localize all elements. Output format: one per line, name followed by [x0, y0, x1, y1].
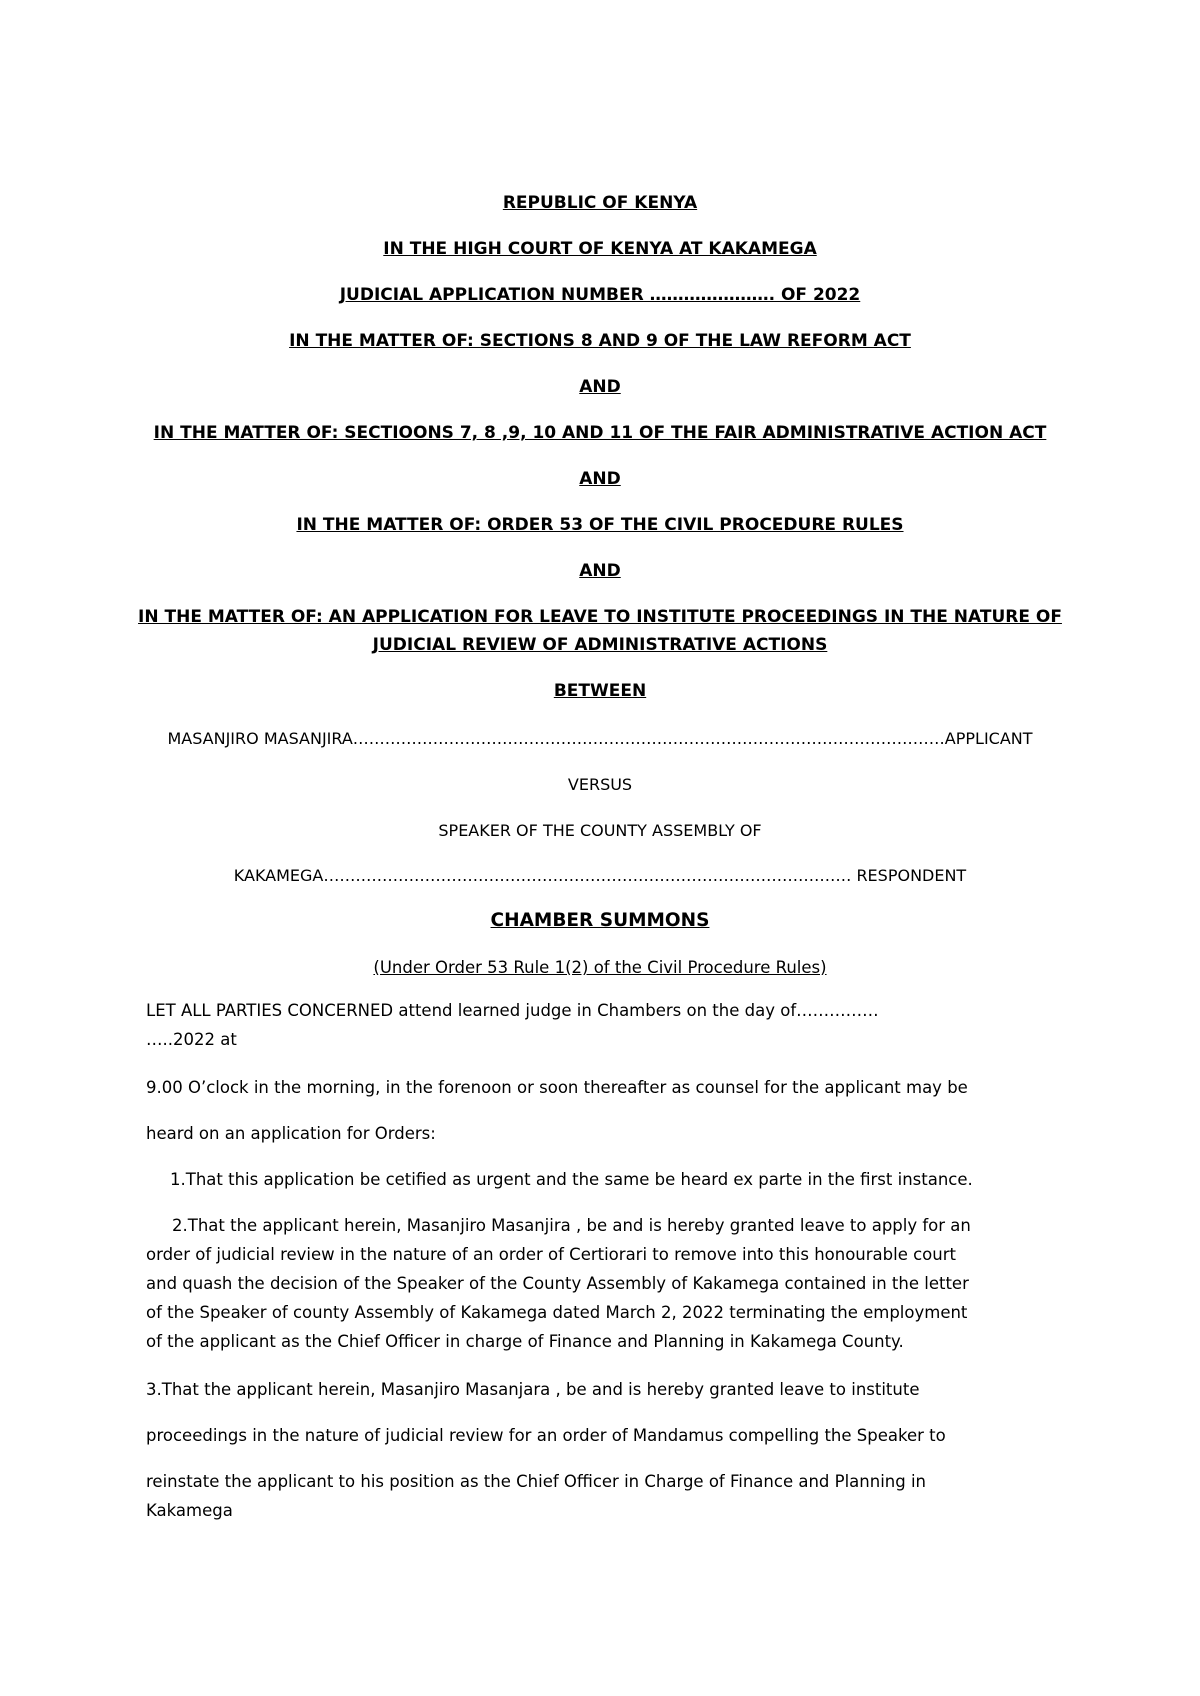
- intro-line3: 9.00 O’clock in the morning, in the forenoon or soon thereafter as counsel for the applicant may be: [146, 1078, 968, 1097]
- order-2-line1: 2.That the applicant herein, Masanjiro Masanjira , be and is hereby granted leave to apply for an: [172, 1216, 971, 1235]
- versus-line: VERSUS: [567, 775, 633, 794]
- order-2-line4: of the Speaker of county Assembly of Kakamega dated March 2, 2022 terminating the employment: [146, 1303, 968, 1322]
- order-3-line2: proceedings in the nature of judicial review for an order of Mandamus compelling the Speaker to: [146, 1426, 946, 1445]
- and-separator: AND: [579, 377, 621, 397]
- applicant-line: MASANJIRO MASANJIRA…………………………………………………………………………………………………APPLICANT: [167, 729, 1033, 748]
- chamber-summons-subtitle: (Under Order 53 Rule 1(2) of the Civil Procedure Rules): [373, 958, 827, 977]
- order-1: 1.That this application be cetified as urgent and the same be heard ex parte in the first instance.: [170, 1170, 973, 1189]
- order-2-line3: and quash the decision of the Speaker of the County Assembly of Kakamega contained in the letter: [146, 1274, 969, 1293]
- respondent-line2: KAKAMEGA……………………………………………………………………………………… RESPONDENT: [233, 866, 967, 885]
- matter-leave-line1: IN THE MATTER OF: AN APPLICATION FOR LEAVE TO INSTITUTE PROCEEDINGS IN THE NATURE OF: [138, 607, 1062, 627]
- matter-leave-line2: JUDICIAL REVIEW OF ADMINISTRATIVE ACTIONS: [372, 635, 828, 655]
- order-3-line1: 3.That the applicant herein, Masanjiro Masanjara , be and is hereby granted leave to institute: [146, 1380, 920, 1399]
- application-number: JUDICIAL APPLICATION NUMBER …………………. OF 2022: [339, 285, 861, 305]
- matter-fair-admin: IN THE MATTER OF: SECTIOONS 7, 8 ,9, 10 AND 11 OF THE FAIR ADMINISTRATIVE ACTION ACT: [153, 423, 1047, 443]
- court-heading: IN THE HIGH COURT OF KENYA AT KAKAMEGA: [383, 239, 817, 259]
- intro-line1: LET ALL PARTIES CONCERNED attend learned judge in Chambers on the day of……………: [146, 1001, 879, 1020]
- and-separator: AND: [579, 469, 621, 489]
- republic-heading: REPUBLIC OF KENYA: [502, 193, 698, 213]
- between-heading: BETWEEN: [553, 681, 647, 701]
- and-separator: AND: [579, 561, 621, 581]
- chamber-summons-title: CHAMBER SUMMONS: [490, 910, 710, 931]
- respondent-line1: SPEAKER OF THE COUNTY ASSEMBLY OF: [438, 821, 762, 840]
- matter-law-reform: IN THE MATTER OF: SECTIONS 8 AND 9 OF THE LAW REFORM ACT: [289, 331, 911, 351]
- order-2-line5: of the applicant as the Chief Officer in charge of Finance and Planning in Kakamega County.: [146, 1332, 904, 1351]
- order-3-line4: Kakamega: [146, 1501, 233, 1520]
- order-3-line3: reinstate the applicant to his position as the Chief Officer in Charge of Finance and Planning in: [146, 1472, 926, 1491]
- intro-line2: …..2022 at: [146, 1030, 237, 1049]
- intro-line4: heard on an application for Orders:: [146, 1124, 436, 1143]
- matter-civil-procedure: IN THE MATTER OF: ORDER 53 OF THE CIVIL PROCEDURE RULES: [296, 515, 904, 535]
- order-2-line2: order of judicial review in the nature of an order of Certiorari to remove into this honourable court: [146, 1245, 956, 1264]
